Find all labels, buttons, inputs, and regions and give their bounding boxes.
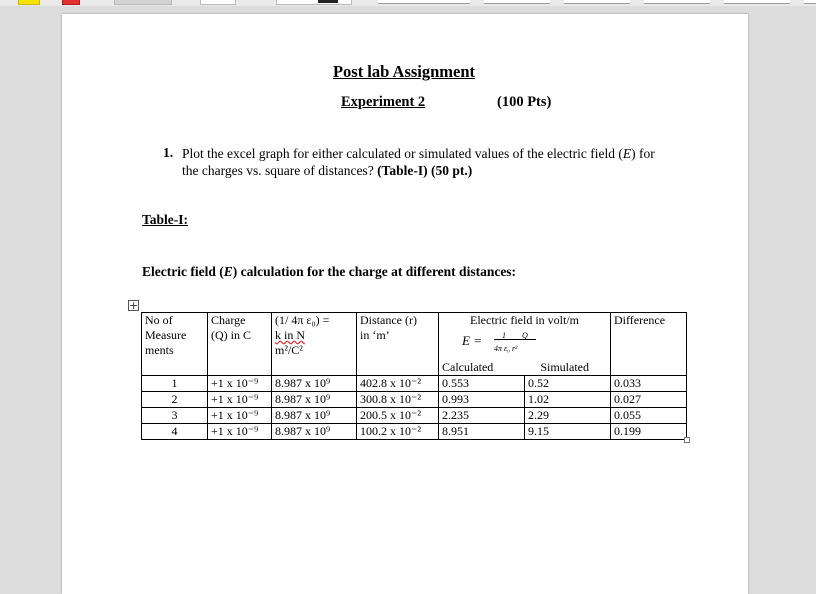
cell-difference: 0.033 (611, 376, 687, 392)
cell-distance: 100.2 x 10⁻² (357, 424, 439, 440)
style-gallery-item[interactable] (484, 0, 550, 4)
question-text: Plot the excel graph for either calculated or simulated values of the electric field (E) for the charges vs. square of distances? (Table-I) (50 pt.) (182, 146, 655, 178)
header-simulated: Simulated (540, 360, 589, 374)
style-gallery-item[interactable] (804, 0, 816, 4)
cell-simulated: 1.02 (525, 392, 611, 408)
cell-k: 8.987 x 10⁹ (272, 392, 357, 408)
cell-difference: 0.027 (611, 392, 687, 408)
electric-field-table (141, 312, 687, 440)
style-gallery-item[interactable] (644, 0, 710, 4)
style-gallery-item[interactable] (724, 0, 790, 4)
header-charge: Charge (Q) in C (208, 313, 272, 376)
document-title: Post lab Assignment (332, 62, 476, 81)
highlight-color-button[interactable] (18, 0, 40, 5)
cell-charge: +1 x 10⁻⁹ (208, 392, 272, 408)
document-page[interactable] (62, 14, 748, 594)
header-electric-field: Electric field in volt/m E = 1 Q 4π ε₀ r² Calculated Simulated (439, 313, 611, 376)
cell-calculated: 0.553 (439, 376, 525, 392)
cell-calculated: 0.993 (439, 392, 525, 408)
cell-k: 8.987 x 10⁹ (272, 376, 357, 392)
header-calculated: Calculated (442, 360, 494, 374)
style-gallery-item[interactable] (564, 0, 630, 4)
toolbar-button-group[interactable] (276, 0, 352, 5)
table-header-row (142, 313, 687, 376)
cell-number: 2 (142, 392, 208, 408)
ribbon-toolbar (0, 0, 816, 6)
cell-number: 1 (142, 376, 208, 392)
table-row (142, 392, 687, 408)
table-move-handle-icon[interactable]: + (129, 299, 139, 312)
cell-charge: +1 x 10⁻⁹ (208, 376, 272, 392)
table-row (142, 376, 687, 392)
cell-simulated: 2.29 (525, 408, 611, 424)
toolbar-button-group[interactable] (114, 0, 172, 5)
section-title: Electric field (E) calculation for the charge at different distances: (142, 264, 517, 279)
header-distance: Distance (r) in ‘m’ (357, 313, 439, 376)
table-label: Table-I: (142, 212, 189, 227)
cell-calculated: 2.235 (439, 408, 525, 424)
cell-calculated: 8.951 (439, 424, 525, 440)
table-row (142, 408, 687, 424)
cell-charge: +1 x 10⁻⁹ (208, 408, 272, 424)
header-constant-k: (1/ 4π ε₀) = k in N m²/C² (272, 313, 357, 376)
cell-k: 8.987 x 10⁹ (272, 424, 357, 440)
cell-number: 3 (142, 408, 208, 424)
table-row (142, 424, 687, 440)
cell-difference: 0.199 (611, 424, 687, 440)
header-measurements: No of Measure ments (142, 313, 208, 376)
table-resize-handle[interactable] (684, 437, 690, 443)
font-color-button[interactable] (62, 0, 80, 5)
cell-distance: 200.5 x 10⁻² (357, 408, 439, 424)
cell-number: 4 (142, 424, 208, 440)
cell-distance: 300.8 x 10⁻² (357, 392, 439, 408)
experiment-heading: Experiment 2 (341, 94, 426, 110)
toolbar-swatch[interactable] (318, 0, 338, 3)
points-label: (100 Pts) (497, 94, 552, 110)
electric-field-formula: E = 1 Q 4π ε₀ r² (442, 328, 607, 360)
cell-difference: 0.055 (611, 408, 687, 424)
question-number: 1. (163, 145, 174, 160)
cell-k: 8.987 x 10⁹ (272, 408, 357, 424)
cell-charge: +1 x 10⁻⁹ (208, 424, 272, 440)
cell-simulated: 9.15 (525, 424, 611, 440)
header-difference: Difference (611, 313, 687, 376)
style-gallery-item[interactable] (378, 0, 470, 4)
cell-distance: 402.8 x 10⁻² (357, 376, 439, 392)
toolbar-button-group[interactable] (200, 0, 236, 5)
cell-simulated: 0.52 (525, 376, 611, 392)
